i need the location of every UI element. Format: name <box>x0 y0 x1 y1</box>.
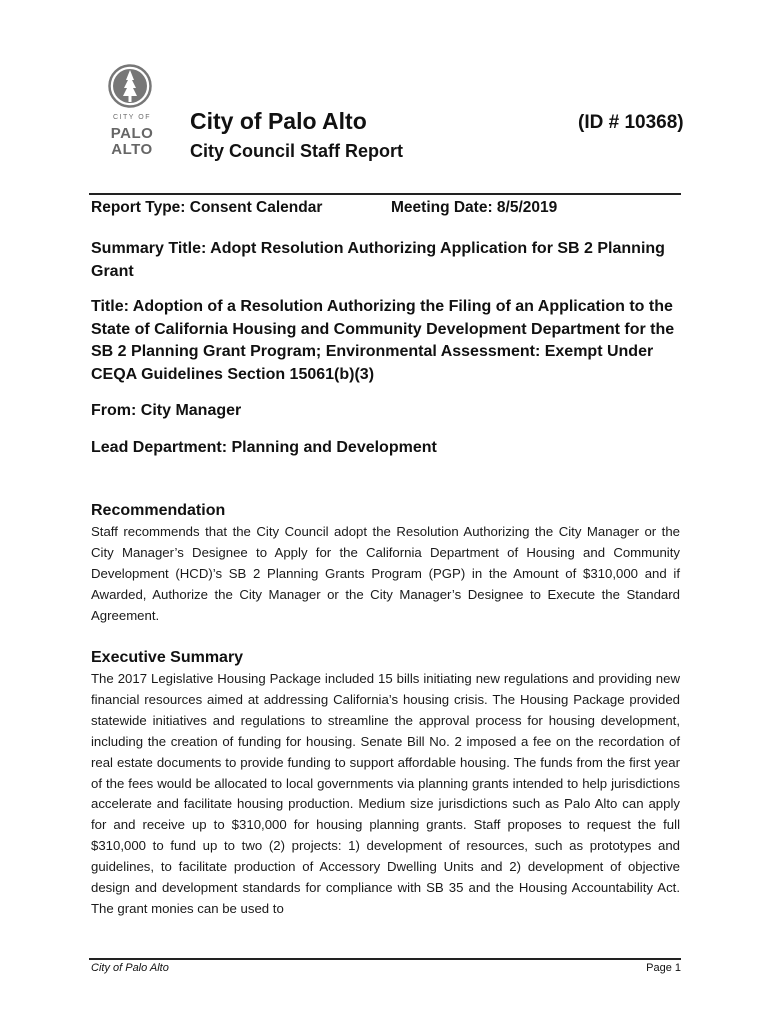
meeting-date: Meeting Date: 8/5/2019 <box>391 199 558 216</box>
executive-summary-heading: Executive Summary <box>91 649 244 666</box>
full-title: Title: Adoption of a Resolution Authorizing the Filing of an Application to the State of California Housing and Community Development Department for the SB 2 Planning Grant Program; Environmental Assessment: Exempt Under CEQA Guidelines Section 15061(b)(3) <box>91 298 675 383</box>
header-divider <box>89 193 681 195</box>
page-subtitle: City Council Staff Report <box>190 141 404 161</box>
footer-city: City of Palo Alto <box>91 962 169 974</box>
logo-alto: ALTO <box>111 141 153 158</box>
report-type: Report Type: Consent Calendar <box>91 199 323 216</box>
report-id: (ID # 10368) <box>578 112 684 133</box>
lead-department: Lead Department: Planning and Development <box>91 439 437 456</box>
logo-palo: PALO <box>110 125 154 142</box>
redwood-tree-icon <box>108 64 152 108</box>
page-title: City of Palo Alto <box>190 108 367 134</box>
from-line: From: City Manager <box>91 402 242 419</box>
executive-summary-body: The 2017 Legislative Housing Package included 15 bills initiating new regulations and providing new financial resources aimed at addressing California’s housing crisis. The Housing Package provided statewide initiatives and regulations to streamline the approval process for housing development, including the creation of funding for housing. Senate Bill No. 2 imposed a fee on the recordation of real estate documents to provide funding to support affordable housing. The funds from the first year of the fees would be allocated to local governments via planning grants intended to help jurisdictions accelerate and facilitate housing production. Medium size jurisdictions such as Palo Alto can apply for and receive up to $310,000 for housing planning grants. Staff proposes to request the full $310,000 to fund up to two (2) projects: 1) development of resources, such as prototypes and guidelines, to facilitate production of Accessory Dwelling Units and 2) development of objective design and development standards for compliance with SB 35 and the Housing Accountability Act. The grant monies can be used to <box>91 671 680 916</box>
summary-title: Summary Title: Adopt Resolution Authorizing Application for SB 2 Planning Grant <box>91 240 665 280</box>
recommendation-body: Staff recommends that the City Council adopt the Resolution Authorizing the City Manager or the City Manager’s Designee to Apply for the California Department of Housing and Community Development (HCD)’s SB 2 Planning Grants Program (PGP) in the Amount of $310,000 and if Awarded, Authorize the City Manager or the City Manager’s Designee to Execute the Standard Agreement. <box>91 524 680 623</box>
recommendation-heading: Recommendation <box>91 502 226 519</box>
city-logo <box>104 64 160 160</box>
footer-divider <box>89 958 681 960</box>
logo-city-of: CITY OF <box>113 114 151 121</box>
page-number: Page 1 <box>646 962 681 974</box>
